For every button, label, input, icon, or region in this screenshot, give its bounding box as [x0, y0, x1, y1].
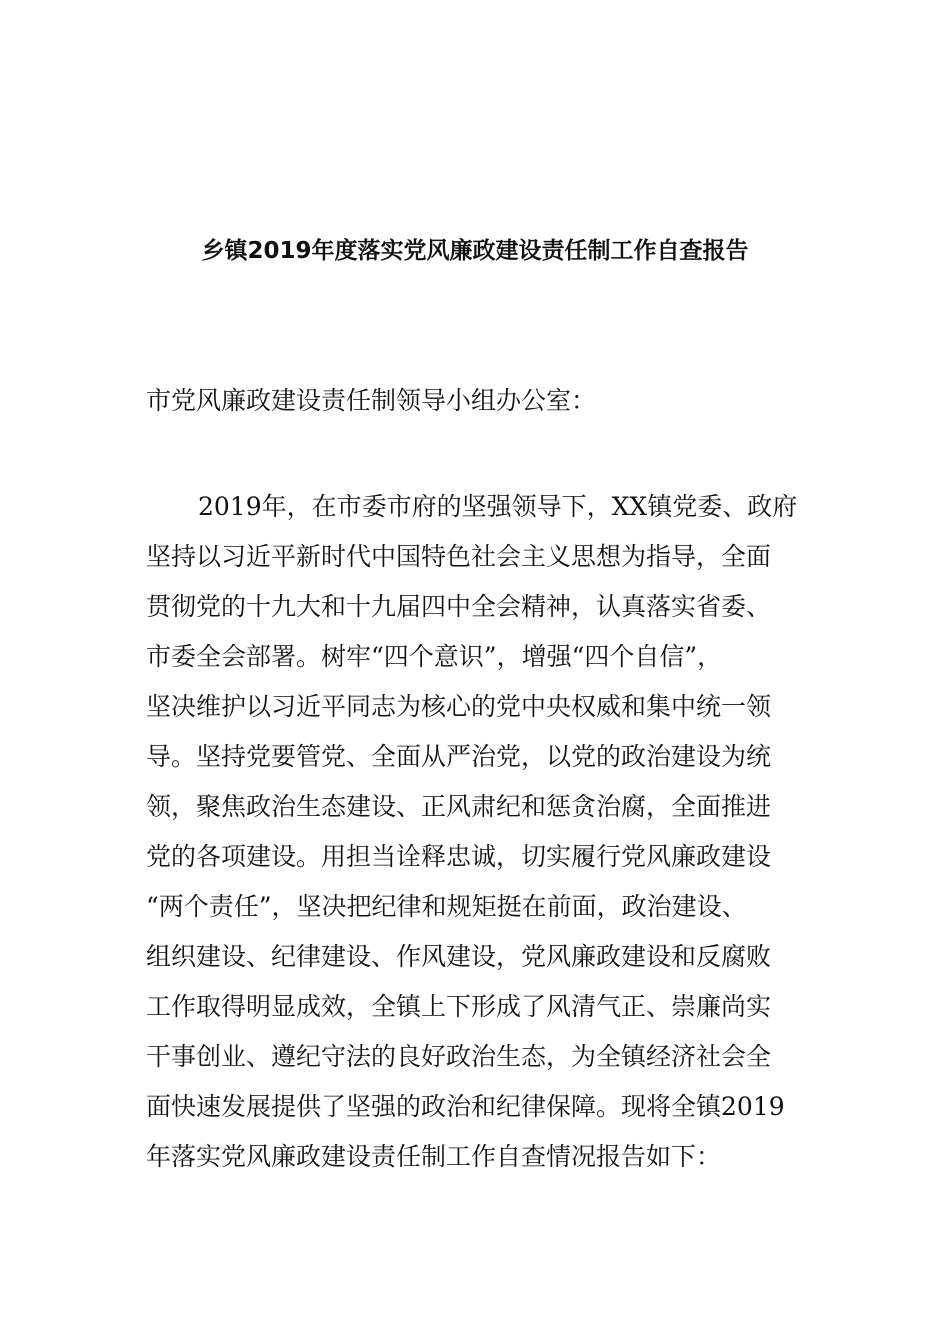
body-line: 干事创业、遵纪守法的良好政治生态，为全镇经济社会全 — [146, 1042, 772, 1071]
body-line: 2019年，在市委市府的坚强领导下，XX镇党委、政府 — [198, 492, 798, 521]
body-line: 组织建设、纪律建设、作风建设，党风廉政建设和反腐败 — [146, 942, 772, 971]
body-line: 面快速发展提供了坚强的政治和纪律保障。现将全镇2019 — [146, 1092, 785, 1121]
body-line: 党的各项建设。用担当诠释忠诚，切实履行党风廉政建设 — [146, 842, 772, 871]
body-line: 工作取得明显成效，全镇上下形成了风清气正、崇廉尚实 — [146, 992, 772, 1021]
body-paragraph — [146, 482, 806, 1182]
body-line: “两个责任”，坚决把纪律和规矩挺在前面，政治建设、 — [146, 892, 747, 921]
body-line: 坚持以习近平新时代中国特色社会主义思想为指导，全面 — [146, 542, 772, 571]
body-line: 贯彻党的十九大和十九届四中全会精神，认真落实省委、 — [146, 592, 772, 621]
body-line: 领，聚焦政治生态建设、正风肃纪和惩贪治腐，全面推进 — [146, 792, 772, 821]
body-line: 坚决维护以习近平同志为核心的党中央权威和集中统一领 — [146, 692, 772, 721]
body-line: 年落实党风廉政建设责任制工作自查情况报告如下： — [146, 1142, 722, 1171]
salutation: 市党风廉政建设责任制领导小组办公室： — [146, 386, 597, 415]
body-line: 市委全会部署。树牢“四个意识”，增强“四个自信”， — [146, 642, 723, 671]
document-title: 乡镇2019年度落实党风廉政建设责任制工作自查报告 — [201, 238, 749, 264]
body-line: 导。坚持党要管党、全面从严治党，以党的政治建设为统 — [146, 742, 772, 771]
